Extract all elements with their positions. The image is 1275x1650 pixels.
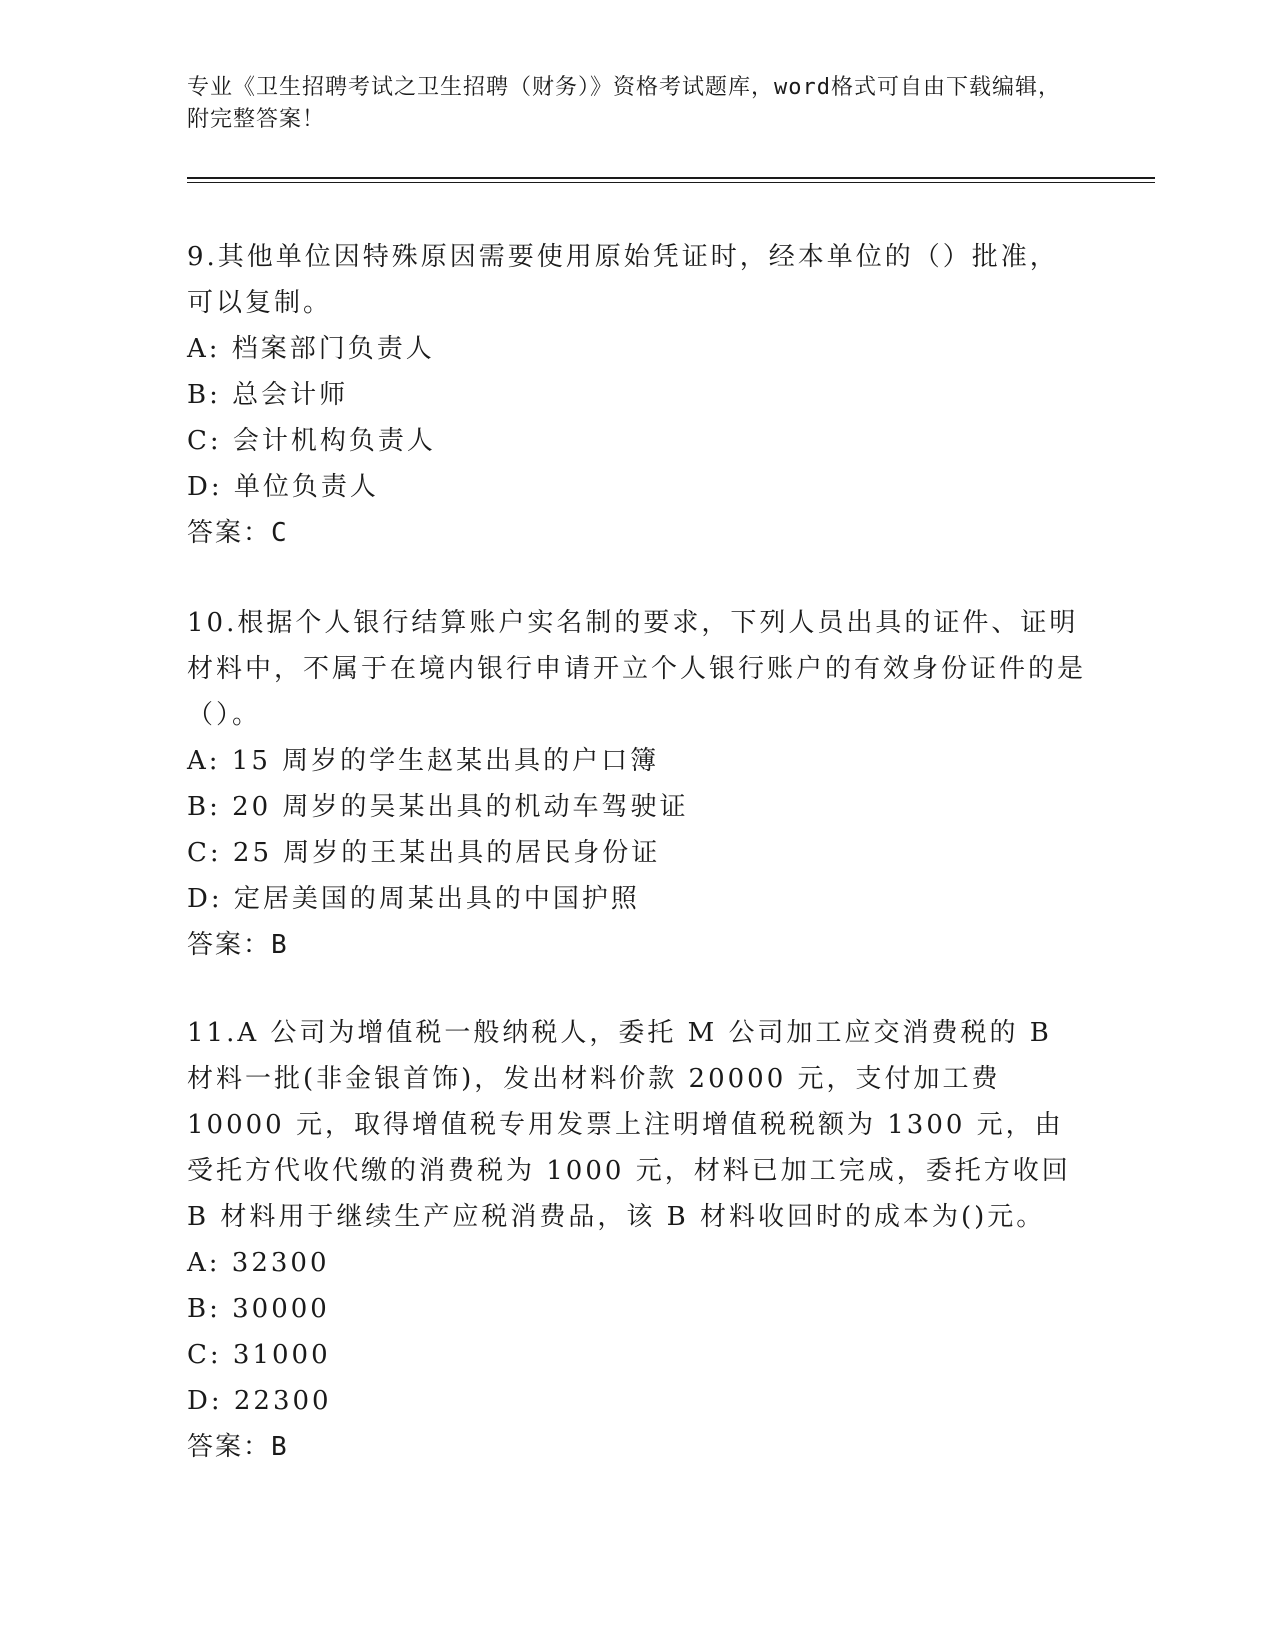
option-c: C: 会计机构负责人: [187, 426, 436, 456]
question-10: [187, 600, 1087, 968]
header-divider-thick: [187, 177, 1155, 179]
option-b: B: 30000: [187, 1294, 330, 1324]
option-b: B: 20 周岁的吴某出具的机动车驾驶证: [187, 792, 689, 822]
question-stem: 10.根据个人银行结算账户实名制的要求，下列人员出具的证件、证明材料中，不属于在境内银行申请开立个人银行账户的有效身份证件的是（）。: [187, 608, 1087, 730]
answer-line: 答案：B: [187, 1432, 289, 1462]
option-d: D: 单位负责人: [187, 472, 379, 502]
question-9: [187, 234, 1087, 556]
option-c: C: 25 周岁的王某出具的居民身份证: [187, 838, 661, 868]
question-11: [187, 1010, 1087, 1470]
answer-line: 答案：C: [187, 518, 289, 548]
option-a: A: 32300: [187, 1248, 330, 1278]
option-a: A: 档案部门负责人: [187, 334, 435, 364]
option-b: B: 总会计师: [187, 380, 349, 410]
question-stem: 9.其他单位因特殊原因需要使用原始凭证时，经本单位的（）批准，可以复制。: [187, 242, 1059, 318]
header-divider-thin: [187, 182, 1155, 183]
option-d: D: 22300: [187, 1386, 332, 1416]
document-header: 专业《卫生招聘考试之卫生招聘（财务）》资格考试题库，word格式可自由下载编辑，附完整答案！: [187, 75, 1061, 132]
answer-line: 答案：B: [187, 930, 289, 960]
option-d: D: 定居美国的周某出具的中国护照: [187, 884, 640, 914]
option-c: C: 31000: [187, 1340, 331, 1370]
question-stem: 11.A 公司为增值税一般纳税人，委托 M 公司加工应交消费税的 B 材料一批(非金银首饰)，发出材料价款 20000 元，支付加工费 10000 元，取得增值税专用发票上注明增值税税额为 1300 元，由受托方代收代缴的消费税为 1000 元，材料已加工完成，委托方收回 B 材料用于继续生产应税消费品，该 B 材料收回时的成本为()元。: [187, 1018, 1071, 1232]
option-a: A: 15 周岁的学生赵某出具的户口簿: [187, 746, 660, 776]
